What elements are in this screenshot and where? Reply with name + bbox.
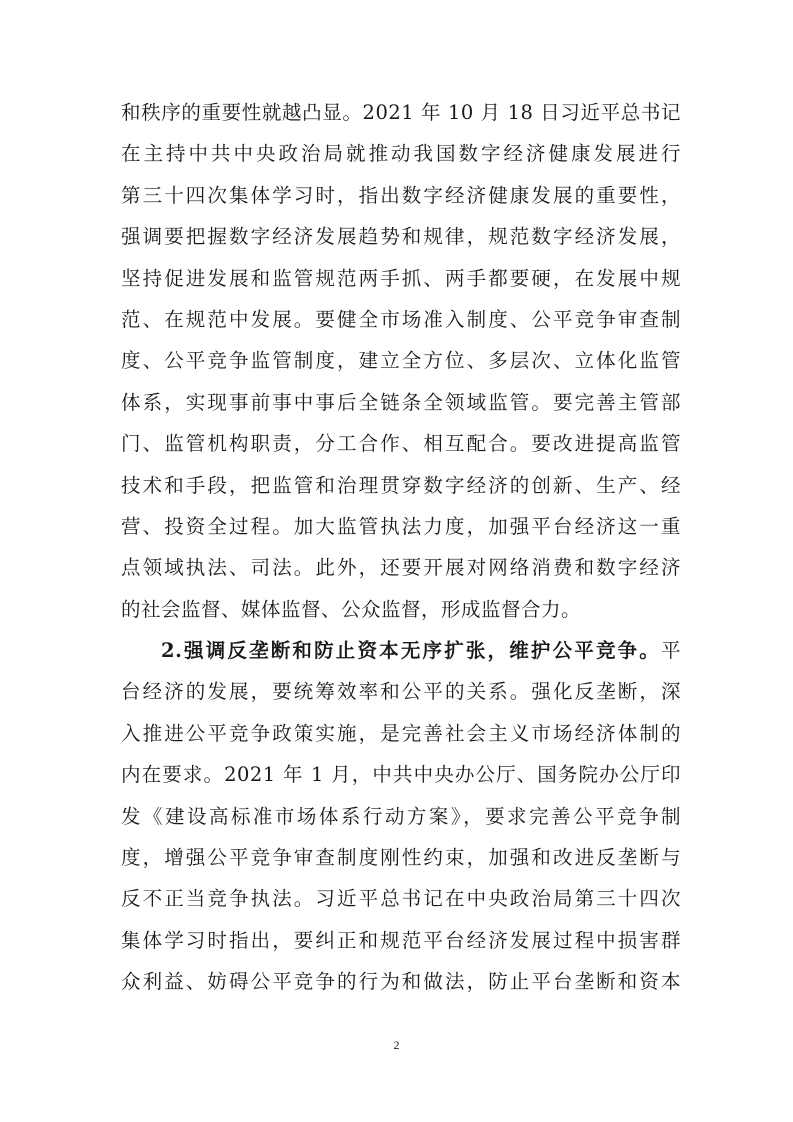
text-line: 体系，实现事前事中事后全链条全领域监管。要完善主管部 <box>121 390 681 414</box>
section-heading: 2.强调反垄断和防止资本无序扩张，维护公平竞争。 <box>161 639 661 663</box>
text-line: 在主持中共中央政治局就推动我国数字经济健康发展进行 <box>121 142 681 166</box>
text-line: 强调要把握数字经济发展趋势和规律，规范数字经济发展， <box>121 225 681 249</box>
text-line: 点领域执法、司法。此外，还要开展对网络消费和数字经济 <box>121 556 681 580</box>
text-line: 入推进公平竞争政策实施，是完善社会主义市场经济体制的 <box>121 721 681 745</box>
text-line: 范、在规范中发展。要健全市场准入制度、公平竞争审查制 <box>121 307 681 331</box>
text-line: 度、公平竞争监管制度，建立全方位、多层次、立体化监管 <box>121 349 681 373</box>
text-line: 坚持促进发展和监管规范两手抓、两手都要硬，在发展中规 <box>121 266 681 290</box>
text-line: 和秩序的重要性就越凸显。2021 年 10 月 18 日习近平总书记 <box>121 101 681 124</box>
text-line: 门、监管机构职责，分工合作、相互配合。要改进提高监管 <box>121 432 681 456</box>
text-line: 度，增强公平竞争审查制度刚性约束，加强和改进反垄断与 <box>121 846 681 870</box>
section-heading-line <box>121 630 681 671</box>
text-line: 反不正当竞争执法。习近平总书记在中央政治局第三十四次 <box>121 887 681 911</box>
text-line: 技术和手段，把监管和治理贯穿数字经济的创新、生产、经 <box>121 473 681 497</box>
body-text <box>121 92 681 1003</box>
text-line: 的社会监督、媒体监督、公众监督，形成监督合力。 <box>121 597 582 621</box>
text-line: 第三十四次集体学习时，指出数字经济健康发展的重要性， <box>121 183 681 207</box>
text-line: 营、投资全过程。加大监管执法力度，加强平台经济这一重 <box>121 514 681 538</box>
text-line: 台经济的发展，要统筹效率和公平的关系。强化反垄断，深 <box>121 680 681 704</box>
text-line: 众利益、妨碍公平竞争的行为和做法，防止平台垄断和资本 <box>121 970 681 994</box>
text-line: 集体学习时指出，要纠正和规范平台经济发展过程中损害群 <box>121 928 681 952</box>
page-number: 2 <box>393 1038 400 1052</box>
text-line: 发《建设高标准市场体系行动方案》，要求完善公平竞争制 <box>121 804 681 828</box>
heading-line-rest: 平 <box>660 639 681 663</box>
text-line: 内在要求。2021 年 1 月，中共中央办公厅、国务院办公厅印 <box>121 763 681 787</box>
